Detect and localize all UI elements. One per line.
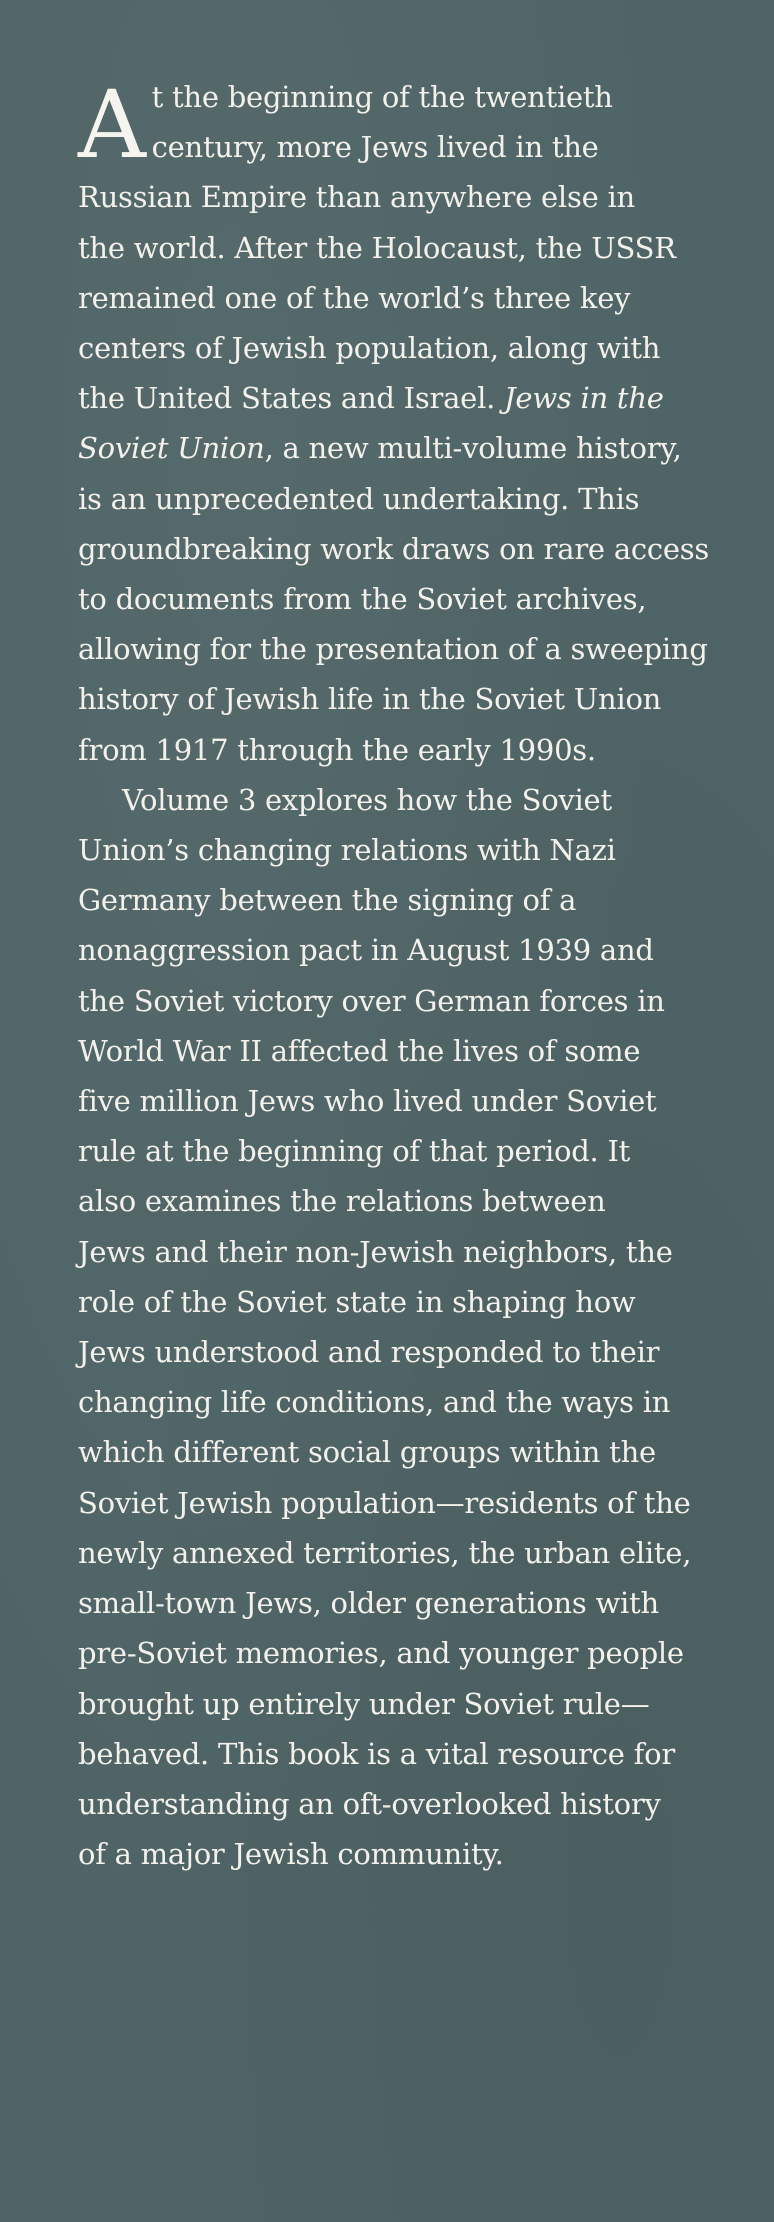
text-line: t the beginning of the twentieth <box>151 80 613 114</box>
text-segment: , a new multi-volume history, <box>264 431 682 466</box>
book-title-italic: Soviet Union <box>78 431 265 466</box>
text-line: century, more Jews lived in the <box>151 130 599 165</box>
text-line: the Soviet victory over German forces in <box>78 983 665 1018</box>
text-line: from 1917 through the early 1990s. <box>78 732 596 767</box>
text-line: to documents from the Soviet archives, <box>78 582 647 617</box>
text-line: small-town Jews, older generations with <box>78 1586 659 1621</box>
text-line: rule at the beginning of that period. It <box>78 1134 631 1169</box>
paragraph-intro <box>78 72 724 775</box>
text-line: role of the Soviet state in shaping how <box>78 1284 636 1319</box>
text-line: Volume 3 explores how the Soviet <box>122 782 612 817</box>
text-line: also examines the relations between <box>78 1184 606 1219</box>
text-segment: the United States and Israel. <box>78 381 496 416</box>
book-title-italic: Jews in the <box>504 381 664 416</box>
text-line: newly annexed territories, the urban elite, <box>78 1535 692 1570</box>
text-line: of a major Jewish community. <box>78 1837 504 1872</box>
text-line: allowing for the presentation of a sweeping <box>78 632 708 667</box>
text-line: Jews and their non-Jewish neighbors, the <box>78 1234 673 1269</box>
text-line <box>78 373 724 423</box>
text-line: history of Jewish life in the Soviet Union <box>78 682 662 717</box>
text-line: is an unprecedented undertaking. This <box>78 481 640 516</box>
text-line: pre-Soviet memories, and younger people <box>78 1636 684 1671</box>
blurb-text <box>78 72 724 1879</box>
text-line: behaved. This book is a vital resource for <box>78 1736 675 1771</box>
text-line: brought up entirely under Soviet rule— <box>78 1686 650 1721</box>
text-line: Russian Empire than anywhere else in <box>78 180 635 215</box>
drop-cap-letter: A <box>78 71 146 180</box>
text-line: changing life conditions, and the ways in <box>78 1385 671 1420</box>
text-line: Soviet Jewish population—residents of the <box>78 1485 691 1520</box>
text-line: the world. After the Holocaust, the USSR <box>78 230 676 265</box>
text-line: remained one of the world’s three key <box>78 280 631 315</box>
text-line: understanding an oft-overlooked history <box>78 1786 661 1821</box>
text-line: Germany between the signing of a <box>78 883 577 918</box>
text-line: centers of Jewish population, along with <box>78 331 661 366</box>
text-line: Jews understood and responded to their <box>78 1335 660 1370</box>
text-line: groundbreaking work draws on rare access <box>78 531 710 566</box>
paragraph-volume-3 <box>78 775 724 1879</box>
text-line <box>78 423 724 473</box>
text-line: nonaggression pact in August 1939 and <box>78 933 654 968</box>
text-line: World War II affected the lives of some <box>78 1033 641 1068</box>
text-line: five million Jews who lived under Soviet <box>78 1084 657 1119</box>
text-line: which different social groups within the <box>78 1435 656 1470</box>
text-line: Union’s changing relations with Nazi <box>78 833 616 868</box>
